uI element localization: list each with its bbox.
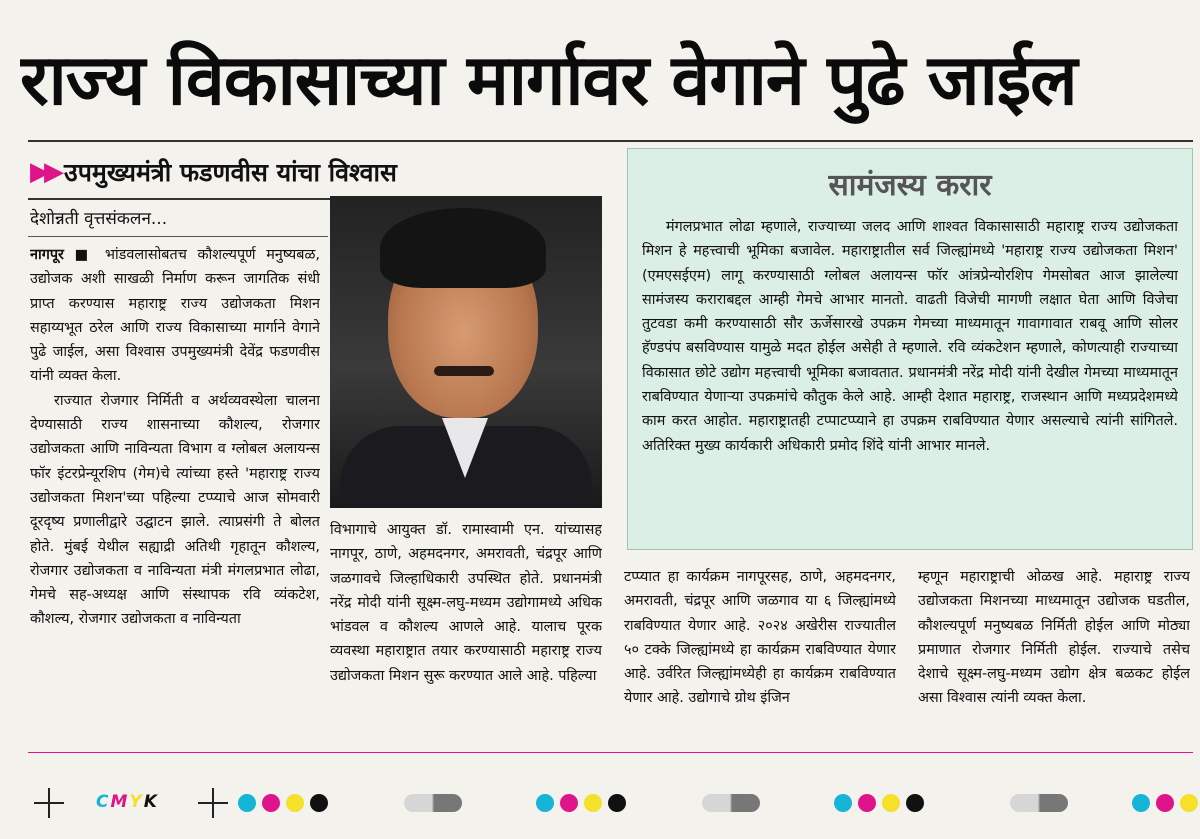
gray-balance-icon <box>404 794 462 812</box>
cmyk-label <box>96 792 159 812</box>
article-paragraph <box>30 243 320 389</box>
sidebox-title: सामंजस्य करार <box>828 168 992 203</box>
byline-rule <box>28 236 328 237</box>
registration-cross-icon <box>34 788 64 818</box>
cyan-dot-icon <box>536 794 554 812</box>
article-column-1 <box>30 243 320 738</box>
registration-cross-icon <box>198 788 228 818</box>
article-text: भांडवलासोबतच कौशल्यपूर्ण मनुष्यबळ, उद्योजक अशी साखळी निर्माण करून जागतिक संधी प्राप्त करण्यास महाराष्ट्र राज्य उद्योजकता मिशन सहाय्यभूत ठरेल आणि राज्य विकासाच्या मार्गाने वेगाने पुढे जाईल, असा विश्वास उपमुख्यमंत्री देवेंद्र फडणवीस यांनी व्यक्त केला. <box>30 247 320 385</box>
black-dot-icon <box>310 794 328 812</box>
article-column-4: म्हणून महाराष्ट्राची ओळख आहे. महाराष्ट्र राज्य उद्योजकता मिशनच्या माध्यमातून उद्योजक घडतील, कौशल्यपूर्ण मनुष्यबळ निर्मिती होईल आणि मोठ्या प्रमाणात रोजगार निर्मिती होईल. राज्याचे तसेच देशाचे सूक्ष्म-लघु-मध्यम उद्योग क्षेत्र बळकट होईल असा विश्वास त्यांनी व्यक्त केला. <box>918 569 1190 707</box>
article-paragraph <box>30 389 320 632</box>
cmyk-letter: C <box>96 792 111 812</box>
photo-hair <box>380 208 546 288</box>
gray-balance-icon <box>702 794 760 812</box>
photo-moustache <box>434 366 494 376</box>
subheadline-text: उपमुख्यमंत्री फडणवीस यांचा विश्वास <box>64 158 397 187</box>
square-bullet-icon: ■ <box>74 247 95 263</box>
portrait-photo <box>330 196 602 508</box>
yellow-dot-icon <box>882 794 900 812</box>
magenta-dot-icon <box>1156 794 1174 812</box>
sidebox <box>627 148 1193 550</box>
cmyk-letter: K <box>143 792 159 812</box>
cmyk-letter: Y <box>129 792 144 812</box>
dateline: नागपूर <box>30 247 64 263</box>
black-dot-icon <box>906 794 924 812</box>
article-text: राज्यात रोजगार निर्मिती व अर्थव्यवस्थेला चालना देण्यासाठी राज्य शासनाच्या कौशल्य, रोजगार उद्योजकता आणि नाविन्यता विभाग व ग्लोबल अलायन्स फॉर इंटरप्रेन्यूरशिप (गेम)चे त्यांच्या हस्ते 'महाराष्ट्र राज्य उद्योजकता मिशन'च्या पहिल्या टप्प्याचे आज सोमवारी दूरदृष्य प्रणालीद्वारे उद्घाटन झाले. त्याप्रसंगी ते बोलत होते. मुंबई येथील सह्याद्री अतिथी गृहातून कौशल्य, रोजगार उद्योजकता व नाविन्यता मंत्री मंगलप्रभात लोढा, गेमचे सह-अध्यक्ष आणि संस्थापक रवि व्यंकटेश, कौशल्य, रोजगार उद्योजकता व नाविन्यता <box>30 392 320 628</box>
cyan-dot-icon <box>834 794 852 812</box>
bottom-rule <box>28 752 1193 753</box>
yellow-dot-icon <box>286 794 304 812</box>
gray-balance-icon <box>1010 794 1068 812</box>
cyan-dot-icon <box>238 794 256 812</box>
magenta-dot-icon <box>560 794 578 812</box>
cyan-dot-icon <box>1132 794 1150 812</box>
yellow-dot-icon <box>584 794 602 812</box>
yellow-dot-icon <box>1180 794 1198 812</box>
sidebox-text: मंगलप्रभात लोढा म्हणाले, राज्याच्या जलद आणि शाश्वत विकासासाठी महाराष्ट्र राज्य उद्योजकता मिशन हे महत्त्वाची भूमिका बजावेल. महाराष्ट्रातील सर्व जिल्ह्यांमध्ये 'महाराष्ट्र राज्य उद्योजकता मिशन' (एमएसईएम) लागू करण्यासाठी ग्लोबल अलायन्स फॉर आंत्रप्रेन्योरशिप गेमसोबत आज झालेल्या सामंजस्य कराराबद्दल आम्ही गेमचे आभार मानतो. वाढती विजेची मागणी लक्षात घेता आणि विजेचा तुटवडा कमी करण्यासाठी सौर ऊर्जेसारखे उपक्रम गेमच्या माध्यमातून गावागावात राबवू आणि सोलर हॅण्डपंप बसविण्यास यामुळे मदत होईल असेही ते म्हणाले. रवि व्यंकटेशन म्हणाले, कोणत्याही राज्याच्या विकासात छोटे उद्योग महत्त्वाची भूमिका बजावतात. प्रधानमंत्री नरेंद्र मोदी यांनी देखील गेमच्या माध्यमातून राबविण्यात येणाऱ्या उपक्रमांचे कौतुक केले आहे. आम्ही देशात महाराष्ट्र, राजस्थान आणि मध्यप्रदेशमध्ये काम करत आहोत. महाराष्ट्रातही टप्पाटप्प्याने हा उपक्रम राबविण्यात येणार असल्याचे त्यांनी सांगितले. अतिरिक्त मुख्य कार्यकारी अधिकारी प्रमोद शिंदे यांनी आभार मानले. <box>642 219 1178 454</box>
article-column-2: विभागाचे आयुक्त डॉ. रामास्वामी एन. यांच्यासह नागपूर, ठाणे, अहमदनगर, अमरावती, चंद्रपूर आणि जळगावचे जिल्हाधिकारी उपस्थित होते. प्रधानमंत्री नरेंद्र मोदी यांनी सूक्ष्म-लघु-मध्यम उद्योगामध्ये अधिक भांडवल व कौशल्य आणले आहे. यालाच पूरक व्यवस्था महाराष्ट्रात तयार करण्यासाठी महाराष्ट्र राज्य उद्योजकता मिशन सुरू करण्यात आले आहे. पहिल्या <box>330 522 602 684</box>
double-arrow-icon: ▶▶ <box>30 157 58 187</box>
top-rule <box>28 140 1193 142</box>
headline: राज्य विकासाच्या मार्गावर वेगाने पुढे जाईल <box>20 39 1077 121</box>
article-column-3: टप्प्यात हा कार्यक्रम नागपूरसह, ठाणे, अहमदनगर, अमरावती, चंद्रपूर आणि जळगाव या ६ जिल्ह्यांमध्ये राबविण्यात येणार आहे. २०२४ अखेरीस राज्यातील ५० टक्के जिल्ह्यांमध्ये हा कार्यक्रम राबविण्यात येणार आहे. उर्वरित जिल्ह्यांमध्येही हा कार्यक्रम राबविण्यात येणार आहे. उद्योगाचे ग्रोथ इंजिन <box>624 569 896 707</box>
magenta-dot-icon <box>858 794 876 812</box>
subheadline <box>30 150 600 194</box>
cmyk-letter: M <box>110 792 130 812</box>
byline: देशोन्नती वृत्तसंकलन... <box>30 209 168 229</box>
print-color-bar <box>0 782 1200 822</box>
black-dot-icon <box>608 794 626 812</box>
magenta-dot-icon <box>262 794 280 812</box>
